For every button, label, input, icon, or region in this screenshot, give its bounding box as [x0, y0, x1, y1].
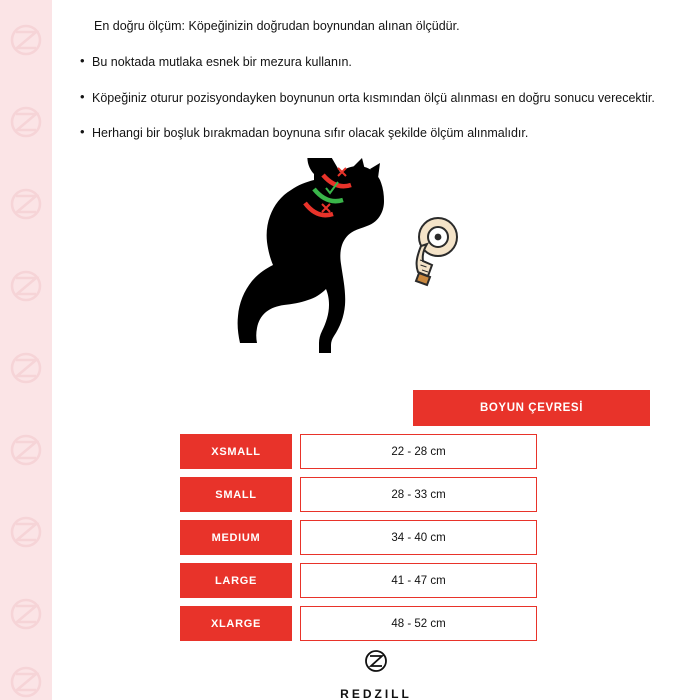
- watermark-logo-icon: [4, 182, 48, 226]
- sitting-dog-silhouette-icon: [222, 158, 402, 363]
- table-row: [180, 520, 650, 555]
- bullet-marker-icon: •: [80, 53, 85, 69]
- watermark-logo-icon: [4, 18, 48, 62]
- measuring-tape-icon: [407, 216, 477, 301]
- brand-name: REDZILL: [340, 687, 412, 700]
- size-value-xlarge: 48 - 52 cm: [300, 606, 537, 641]
- watermark-logo-icon: [4, 660, 48, 700]
- size-label-xlarge: XLARGE: [180, 606, 292, 641]
- table-row: [180, 606, 650, 641]
- decorative-left-strip: [0, 0, 52, 700]
- table-header-row: [180, 390, 650, 426]
- instruction-list-item: [80, 125, 680, 141]
- watermark-logo-icon: [4, 264, 48, 308]
- instruction-text: Bu noktada mutlaka esnek bir mezura kullanın.: [92, 55, 352, 70]
- size-label-large: LARGE: [180, 563, 292, 598]
- size-table: [180, 390, 650, 649]
- lead-paragraph: En doğru ölçüm: Köpeğinizin doğrudan boynundan alınan ölçüdür.: [94, 19, 460, 33]
- instruction-text: Herhangi bir boşluk bırakmadan boynuna sıfır olacak şekilde ölçüm alınmalıdır.: [92, 125, 529, 140]
- table-row: [180, 563, 650, 598]
- size-label-small: SMALL: [180, 477, 292, 512]
- bullet-marker-icon: •: [80, 88, 85, 104]
- size-label-medium: MEDIUM: [180, 520, 292, 555]
- content-column: [52, 0, 700, 700]
- table-header-neck-circumference: BOYUN ÇEVRESİ: [413, 390, 650, 426]
- footer-brand: [52, 648, 700, 700]
- watermark-logo-icon: [4, 510, 48, 554]
- bullet-marker-icon: •: [80, 123, 85, 139]
- illustration-area: [52, 158, 700, 373]
- size-value-large: 41 - 47 cm: [300, 563, 537, 598]
- watermark-logo-icon: [4, 100, 48, 144]
- size-value-xsmall: 22 - 28 cm: [300, 434, 537, 469]
- watermark-logo-icon: [4, 428, 48, 472]
- size-label-xsmall: XSMALL: [180, 434, 292, 469]
- instruction-list-item: [80, 90, 680, 106]
- table-row: [180, 434, 650, 469]
- instructions-block: [80, 18, 680, 160]
- table-row: [180, 477, 650, 512]
- size-value-small: 28 - 33 cm: [300, 477, 537, 512]
- size-value-medium: 34 - 40 cm: [300, 520, 537, 555]
- redzill-logo-icon: [52, 648, 700, 679]
- instruction-text: Köpeğiniz oturur pozisyondayken boynunun orta kısmından ölçü alınması en doğru sonucu verecektir.: [92, 90, 655, 105]
- watermark-logo-icon: [4, 592, 48, 636]
- instruction-list-item: [80, 54, 680, 70]
- watermark-logo-icon: [4, 346, 48, 390]
